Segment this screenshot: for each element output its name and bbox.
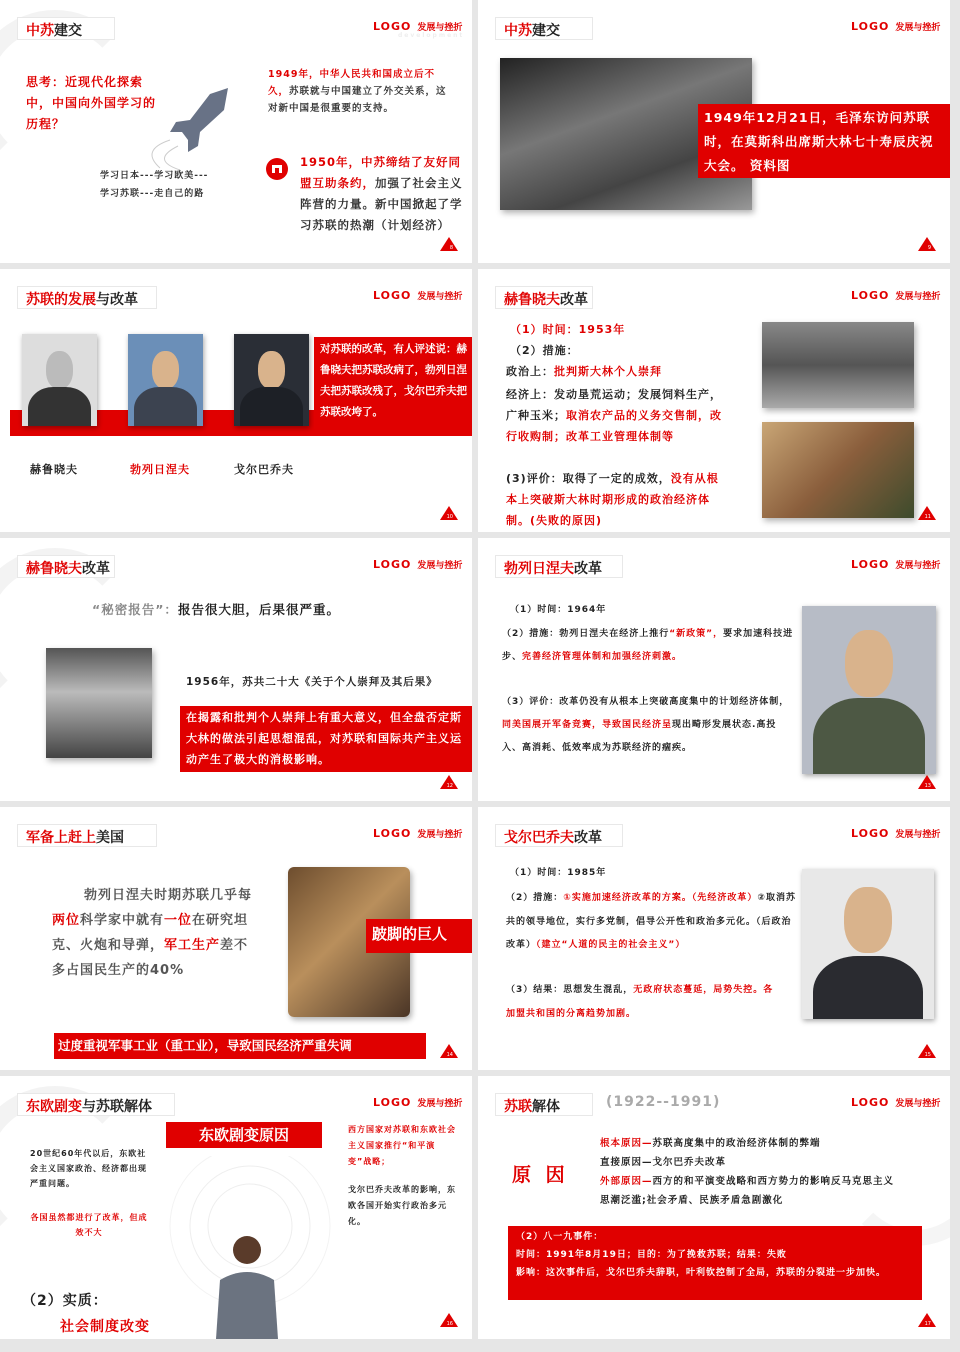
right-cause-2: 戈尔巴乔夫改革的影响，东欧各国开始实行政治多元化。	[348, 1185, 456, 1226]
crowd-train-photo	[762, 322, 914, 408]
slide-brezhnev-reform: 勃列日涅夫改革 LOGO 发展与挫折 （1）时间：1964年 （2）措施：勃列日涅夫在经济上推行“新政策”，要求加速科技进步、完善经济管理体制和加强经济刺激。 （3）评价：改革仍没有从根本上突破高度集中的计划经济体制，同美国展开军备竞赛，导致国民经济呈现出畸形发展状态.高投入、高消耗、低效率成为苏联经济的痼疾。 13	[478, 538, 950, 801]
slide-title: 苏联解体	[495, 1093, 593, 1116]
event-impact: 影响：这次事件后，戈尔巴乔夫辞职，叶利钦控制了全局，苏联的分裂进一步加快。	[516, 1268, 887, 1278]
slide-title: 军备上赶上美国	[17, 824, 157, 847]
quote-box: 对苏联的改革，有人评述说：赫鲁晓夫把苏联改病了，勃列日涅夫把苏联改残了，戈尔巴乔夫把苏联改垮了。	[314, 337, 472, 429]
reform-time: （1）时间：1985年	[510, 868, 607, 878]
cartoon-caption: 跛脚的巨人	[366, 919, 472, 953]
left-cause-2: 各国虽然都进行了改革，但成效不大	[30, 1213, 148, 1237]
logo: LOGO 发展与挫折	[373, 558, 463, 571]
slide-mao-moscow: 中苏建交 LOGO 发展与挫折 1949年12月21日，毛泽东访问苏联时，在莫斯科出席斯大林七十寿辰庆祝大会。 资料图 9	[478, 0, 950, 263]
essence-label: （2）实质：	[22, 1293, 108, 1309]
slide-sino-soviet-relations: 中苏建交 LOGO 发展与挫折 development 思考：近现代化探索中，中国向外国学习的历程？ 学习日本---学习欧美--- 学习苏联---走自己的路 1949年，中华人民共和国成立后不久，苏联就与中国建立了外交关系，这对新中国是很重要的支持。 1950年，中苏缔结了友好同盟互助条约，加强了社会主义阵营的力量。新中国掀起了学习苏联的热潮（计划经济） 8	[0, 0, 472, 263]
right-cause-1: 西方国家对苏联和东欧社会主义国家推行“和平演变”战略；	[348, 1125, 456, 1166]
slide-title: 勃列日涅夫改革	[495, 555, 623, 578]
logo: LOGO 发展与挫折	[851, 827, 941, 840]
reform-time: （1）时间：1953年	[510, 323, 626, 336]
slide-title: 赫鲁晓夫改革	[495, 286, 593, 309]
slide-title: 中苏建交	[17, 17, 115, 40]
cause-direct: 直接原因—戈尔巴乔夫改革	[600, 1157, 727, 1168]
rocket-icon	[150, 80, 240, 170]
learning-path-2: 学习苏联---走自己的路	[100, 189, 205, 199]
person-icon	[212, 1230, 282, 1339]
building-icon	[266, 158, 288, 180]
august-event-box	[508, 1226, 922, 1300]
logo: LOGO 发展与挫折	[851, 20, 941, 33]
years-range: (1922--1991)	[606, 1094, 721, 1110]
slide-title: 赫鲁晓夫改革	[17, 555, 115, 578]
portrait-brezhnev	[128, 334, 203, 426]
slide-gorbachev-reform: 戈尔巴乔夫改革 LOGO 发展与挫折 （1）时间：1985年 （2）措施：①实施加速经济改革的方案。（先经济改革）②取消苏共的领导地位，实行多党制，倡导公开性和政治多元化。（后政治改革）（建立“人道的民主的社会主义”） （3）结果：思想发生混乱，无政府状态蔓延，局势失控。各加盟共和国的分离趋势加剧。 15	[478, 807, 950, 1070]
corn-photo	[762, 422, 914, 518]
portrait-brezhnev	[802, 606, 936, 774]
portrait-khrushchev	[22, 334, 97, 426]
question-text: 思考：近现代化探索中，中国向外国学习的历程？	[26, 75, 157, 131]
slide-title: 中苏建交	[495, 17, 593, 40]
congress-text: 1956年，苏共二十大《关于个人崇拜及其后果》	[186, 676, 438, 688]
logo: LOGO 发展与挫折	[373, 289, 463, 302]
essence-value: 社会制度改变	[60, 1319, 150, 1335]
cause-label: 原 因	[512, 1164, 569, 1186]
learning-path-1: 学习日本---学习欧美---	[100, 171, 209, 181]
left-cause-1: 20世纪60年代以后，东欧社会主义国家政治、经济都出现严重问题。	[30, 1149, 147, 1188]
event-title: （2）八一九事件：	[516, 1232, 604, 1242]
event-time: 时间：1991年8月19日；目的：为了挽救苏联；结果：失败	[516, 1250, 787, 1260]
slide-khrushchev-reform: 赫鲁晓夫改革 LOGO 发展与挫折 （1）时间：1953年 （2）措施： 政治上：批判斯大林个人崇拜 经济上：发动垦荒运动；发展饲料生产，广种玉米；取消农产品的义务交售制，改行收购制；改革工业管理体制等 (3)评价：取得了一定的成效，没有从根本上突破斯大林时期形成的政治经济体制。(失败的原因) 11	[478, 269, 950, 532]
logo: LOGO 发展与挫折	[851, 289, 941, 302]
slide-secret-report: 赫鲁晓夫改革 LOGO 发展与挫折 “秘密报告”：报告很大胆，后果很严重。 1956年，苏共二十大《关于个人崇拜及其后果》 在揭露和批判个人崇拜上有重大意义，但全盘否定斯大林的做法引起思想混乱，对苏联和国际共产主义运动产生了极大的消极影响。 12	[0, 538, 472, 801]
slide-title: 苏联的发展与改革	[17, 286, 157, 309]
congress-photo	[46, 648, 152, 758]
slide-arms-race: 军备上赶上美国 LOGO 发展与挫折 勃列日涅夫时期苏联几乎每两位科学家中就有一位在研究坦克、火炮和导弹，军工生产差不多占国民生产的40% 跛脚的巨人 过度重视军事工业（重工业），导致国民经济严重失调 14	[0, 807, 472, 1070]
cause-banner: 东欧剧变原因	[166, 1122, 322, 1148]
reform-measures: （2）措施：	[510, 344, 579, 357]
portrait-gorbachev	[234, 334, 309, 426]
name-khrushchev: 赫鲁晓夫	[30, 463, 78, 476]
reform-time: （1）时间：1964年	[510, 605, 607, 615]
portrait-gorbachev	[802, 869, 934, 1019]
name-brezhnev: 勃列日涅夫	[130, 463, 190, 476]
slide-soviet-dissolution: 苏联解体 LOGO 发展与挫折 (1922--1991) 原 因 根本原因—苏联高度集中的政治经济体制的弊端 直接原因—戈尔巴乔夫改革 外部原因—西方的和平演变战略和西方势力的影响反马克思主义思潮泛滥;社会矛盾、民族矛盾急剧激化 （2）八一九事件： 时间：1991年8月19日；目的：为了挽救苏联；结果：失败 影响：这次事件后，戈尔巴乔夫辞职，叶利钦控制了全局，苏联的分裂进一步加快。 17	[478, 1076, 950, 1339]
slide-soviet-development: 苏联的发展与改革 LOGO 发展与挫折 赫鲁晓夫 勃列日涅夫 戈尔巴乔夫 对苏联的改革，有人评述说：赫鲁晓夫把苏联改病了，勃列日涅夫把苏联改残了，戈尔巴乔夫把苏联改垮了。 10	[0, 269, 472, 532]
slide-title: 戈尔巴乔夫改革	[495, 824, 623, 847]
photo-caption: 1949年12月21日，毛泽东访问苏联时，在莫斯科出席斯大林七十寿辰庆祝大会。 资料图	[698, 104, 950, 178]
slide-title: 东欧剧变与苏联解体	[17, 1093, 175, 1116]
logo: LOGO 发展与挫折	[851, 558, 941, 571]
p1-red: 1949年，中华人民共和国成立后不久，	[268, 69, 435, 97]
slide-eastern-europe: 东欧剧变与苏联解体 LOGO 发展与挫折 东欧剧变原因 20世纪60年代以后，东欧社会主义国家政治、经济都出现严重问题。 各国虽然都进行了改革，但成效不大 西方国家对苏联和东欧社会主义国家推行“和平演变”战略； 戈尔巴乔夫改革的影响，东欧各国开始实行政治多元化。 （2）实质： 社会制度改变 16	[0, 1076, 472, 1339]
name-gorbachev: 戈尔巴乔夫	[234, 463, 294, 476]
logo: LOGO 发展与挫折	[851, 1096, 941, 1109]
impact-box: 在揭露和批判个人崇拜上有重大意义，但全盘否定斯大林的做法引起思想混乱，对苏联和国际共产主义运动产生了极大的消极影响。	[180, 706, 472, 772]
logo: LOGO 发展与挫折	[373, 827, 463, 840]
conclusion-box: 过度重视军事工业（重工业），导致国民经济严重失调	[54, 1033, 426, 1059]
logo: LOGO 发展与挫折	[373, 1096, 463, 1109]
logo: LOGO 发展与挫折 development	[373, 20, 465, 39]
